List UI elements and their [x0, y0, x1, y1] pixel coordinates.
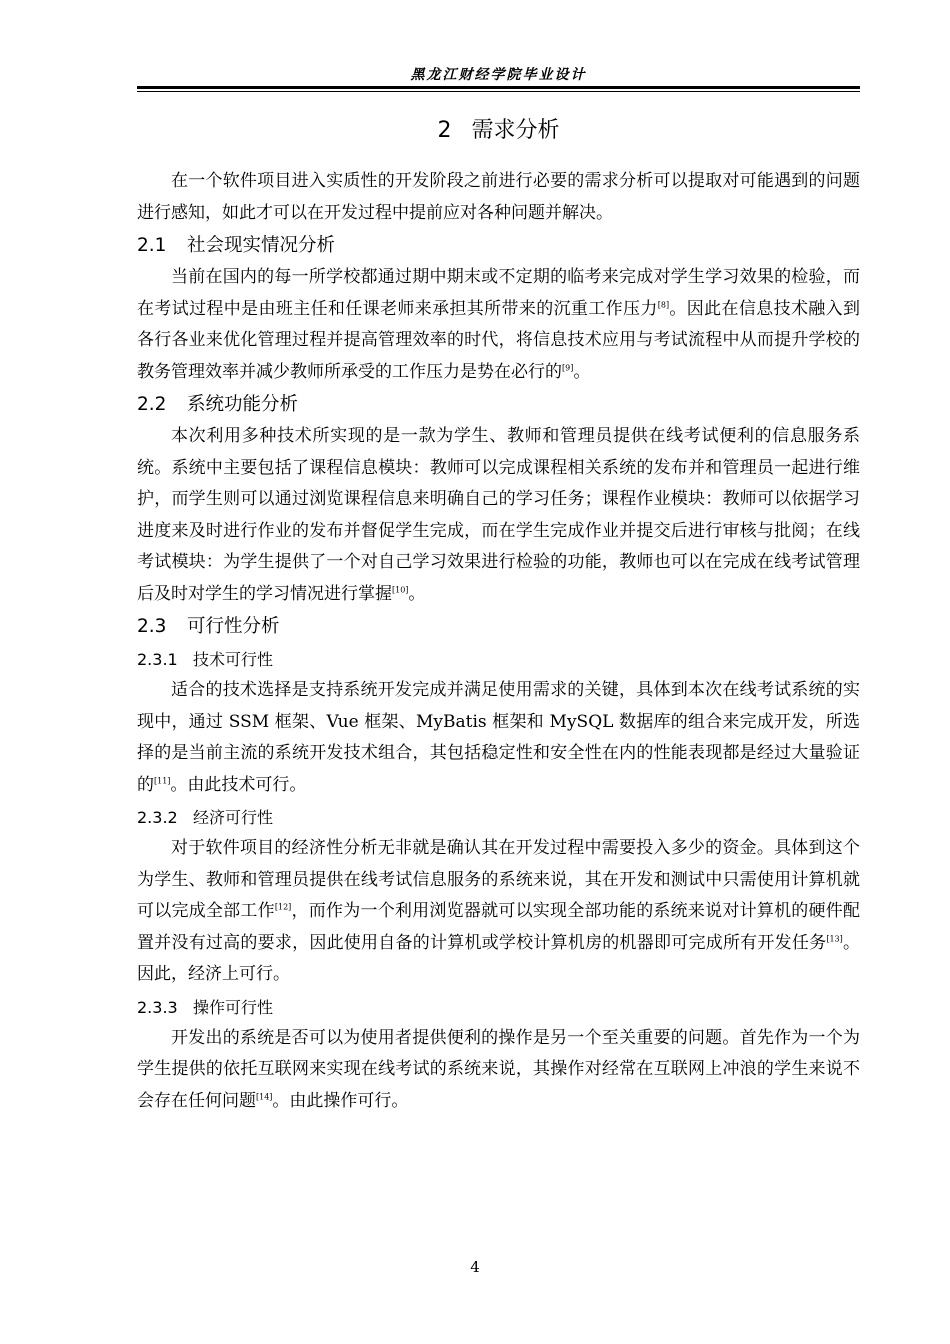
- citation: [9]: [562, 362, 574, 372]
- chapter-number: 2: [437, 118, 452, 143]
- subsection-title: 操作可行性: [193, 997, 274, 1017]
- chapter-title: 需求分析: [471, 118, 560, 143]
- section-title: 可行性分析: [187, 616, 280, 637]
- paragraph-text: 本次利用多种技术所实现的是一款为学生、教师和管理员提供在线考试便利的信息服务系统。系统中主要包括了课程信息模块：教师可以完成课程相关系统的发布并和管理员一起进行维护，而学生则可以通过浏览课程信息来明确自己的学习任务；课程作业模块：教师可以依据学习进度来及时进行作业的发布并督促学生完成，而在学生完成作业并提交后进行审核与批阅；在线考试模块：为学生提供了一个对自己学习效果进行检验的功能，教师也可以在完成在线考试管理后及时对学生的学习情况进行掌握: [137, 426, 860, 604]
- intro-paragraph: 在一个软件项目进入实质性的开发阶段之前进行必要的需求分析可以提取对可能遇到的问题进行感知，如此才可以在开发过程中提前应对各种问题并解决。: [137, 171, 860, 223]
- paragraph-text: 。由此技术可行。: [170, 774, 307, 795]
- section-title: 系统功能分析: [187, 394, 299, 415]
- subsection-heading-2-3-1: [137, 645, 860, 675]
- section-heading-2-1: [137, 230, 860, 262]
- paragraph-text: 开发出的系统是否可以为使用者提供便利的操作是另一个至关重要的问题。首先作为一个为学生提供的依托互联网来实现在线考试的系统来说，其操作对经常在互联网上冲浪的学生来说不会存在任何问题: [137, 1027, 860, 1111]
- subsection-number: 2.3.1: [137, 650, 178, 669]
- header-rule-thick: [137, 86, 860, 89]
- paragraph-text: 当前在国内的每一所学校都通过期中期末或不定期的临考来完成对学生学习效果的检验，而在考试过程中是由班主任和任课老师来承担其所带来的沉重工作压力: [137, 267, 860, 319]
- paragraph-operational-feasibility: [137, 1023, 860, 1118]
- paragraph-function-analysis: [137, 421, 860, 610]
- paragraph-text: 对于软件项目的经济性分析无非就是确认其在开发过程中需要投入多少的资金。具体到这个为学生、教师和管理员提供在线考试信息服务的系统来说，其在开发和测试中只需使用计算机就可以完成全部工作: [137, 838, 860, 921]
- paragraph-text: 。: [408, 583, 426, 604]
- paragraph-text: 。由此操作可行。: [272, 1090, 409, 1111]
- chapter-heading: [137, 116, 860, 146]
- citation: [8]: [657, 299, 670, 309]
- section-heading-2-3: [137, 611, 860, 643]
- paragraph-text: 。因此在信息技术融入到各行各业来优化管理过程并提高管理效率的时代，将信息技术应用与考试流程中从而提升学校的教务管理效率并减少教师所承受的工作压力是势在必行的: [137, 298, 861, 382]
- paragraph-economic-feasibility: [137, 833, 860, 991]
- section-title: 社会现实情况分析: [187, 235, 336, 256]
- paragraph-text: 适合的技术选择是支持系统开发完成并满足使用需求的关键，具体到本次在线考试系统的实现中，通过 SSM 框架、Vue 框架、MyBatis 框架和 MySQL 数据库的组合来完成开发，所选择的是当前主流的系统开发技术组合，其包括稳定性和安全性在内的性能表现都是经过大量验证的: [137, 680, 860, 795]
- citation: [11]: [154, 775, 171, 785]
- paragraph-text: 。因此，经济上可行。: [137, 932, 860, 984]
- paragraph-technical-feasibility: [137, 675, 860, 801]
- paragraph-social-analysis: [137, 262, 860, 388]
- paragraph-text: ，而作为一个利用浏览器就可以实现全部功能的系统来说对计算机的硬件配置并没有过高的要求，因此使用自备的计算机或学校计算机房的机器即可完成所有开发任务: [137, 901, 861, 953]
- section-number: 2.1: [137, 235, 167, 256]
- paragraph-text: 。: [573, 361, 591, 382]
- section-number: 2.3: [137, 616, 167, 637]
- subsection-heading-2-3-2: [137, 803, 860, 833]
- citation: [13]: [826, 933, 843, 943]
- subsection-number: 2.3.2: [137, 808, 178, 827]
- body-content: [137, 108, 860, 1117]
- running-header: 黑龙江财经学院毕业设计: [410, 67, 587, 83]
- section-heading-2-2: [137, 389, 860, 421]
- citation: [10]: [392, 584, 409, 594]
- citation: [12]: [274, 902, 292, 912]
- subsection-title: 经济可行性: [193, 808, 274, 827]
- page-number: 4: [470, 1258, 480, 1276]
- subsection-title: 技术可行性: [193, 650, 274, 669]
- citation: [14]: [256, 1091, 273, 1101]
- subsection-number: 2.3.3: [137, 997, 178, 1017]
- section-number: 2.2: [137, 394, 167, 415]
- subsection-heading-2-3-3: [137, 993, 860, 1023]
- header-rule-thin: [137, 91, 860, 92]
